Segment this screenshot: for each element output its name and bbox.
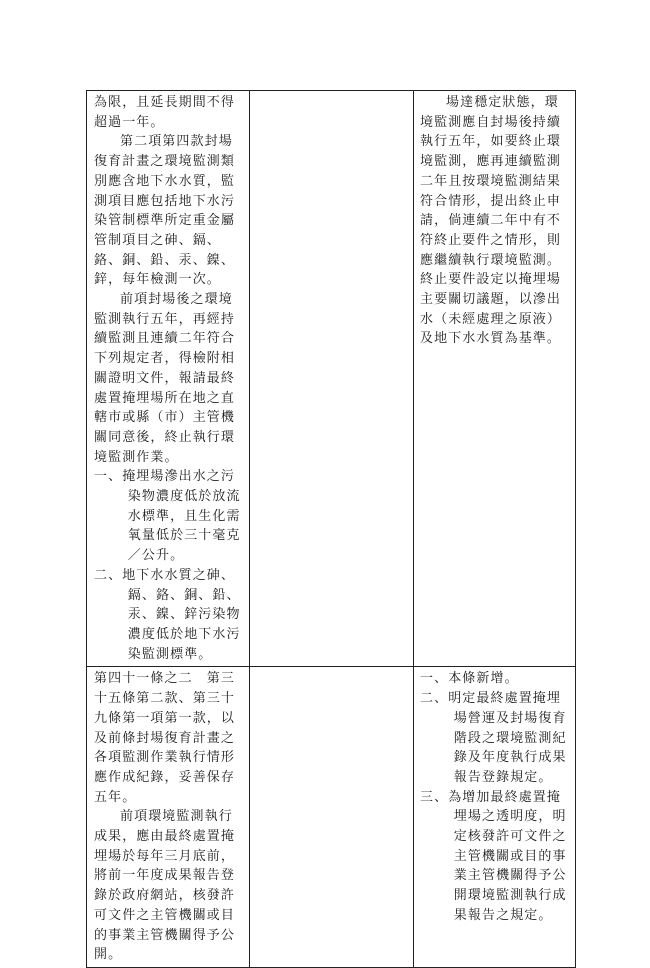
paragraph: 第二項第四款封場復育計畫之環境監測類別應含地下水水質，監測項目應包括地下水污染管制標準所定重金屬管制項目之砷、鎘、鉻、銅、鉛、汞、鎳、鋅，每年檢測一次。 [94, 134, 236, 288]
current-article-cell [250, 667, 414, 968]
current-article-cell [250, 91, 414, 667]
cell-content [87, 667, 249, 967]
paragraph: 前項封場後之環境監測執行五年，再經持續監測且連續二年符合下列規定者，得檢附相關證明文件，報請最終處置掩埋場所在地之直轄市或縣（市）主管機關同意後，終止執行環境監測作業。 [94, 292, 236, 465]
paragraph: 第四十一條之二 第三十五條第二款、第三十九條第一項第一款，以及前條封場復育計畫之各項監測作業執行情形應作成紀錄，妥善保存五年。 [94, 671, 236, 805]
table-row [87, 667, 576, 968]
paragraph: 為限，且延長期間不得超過一年。 [94, 95, 236, 130]
revised-article-cell [87, 667, 250, 968]
law-comparison-table [86, 90, 576, 968]
explanation-cell [414, 667, 576, 968]
list-item: 二、地下水水質之砷、鎘、鉻、銅、鉛、汞、鎳、鋅污染物濃度低於地下水污染監測標準。 [94, 567, 241, 662]
table-row [87, 91, 576, 667]
list-item: 一、掩埋場滲出水之污染物濃度低於放流水標準，且生化需氧量低於三十毫克／公升。 [94, 469, 241, 564]
cell-content [414, 91, 575, 351]
list-item: 三、為增加最終處置掩埋場之透明度，明定核發許可文件之主管機關或目的事業主管機關得予公開環境監測執行成果報告之規定。 [420, 789, 567, 923]
cell-content [250, 667, 413, 671]
cell-content [414, 667, 575, 927]
revised-article-cell [87, 91, 250, 667]
explanation-cell [414, 91, 576, 667]
list-item: 二、明定最終處置掩埋場營運及封場復育階段之環境監測紀錄及年度執行成果報告登錄規定。 [420, 691, 567, 785]
cell-content [87, 91, 249, 666]
paragraph: 前項環境監測執行成果，應由最終處置掩埋場於每年三月底前，將前一年度成果報告登錄於政府網站，核發許可文件之主管機關或目的事業主管機關得予公開。 [94, 809, 236, 963]
list-item: 一、本條新增。 [420, 671, 519, 687]
paragraph: 場達穩定狀態，環境監測應自封場後持續執行五年，如要終止環境監測，應再連續監測二年且按環境監測結果符合情形，提出終止申請，倘連續二年中有不符終止要件之情形，則應繼續執行環境監測。終止要件設定以掩埋場主要關切議題，以滲出水（未經處理之原液）及地下水水質為基準。 [420, 95, 562, 347]
cell-content [250, 91, 413, 95]
